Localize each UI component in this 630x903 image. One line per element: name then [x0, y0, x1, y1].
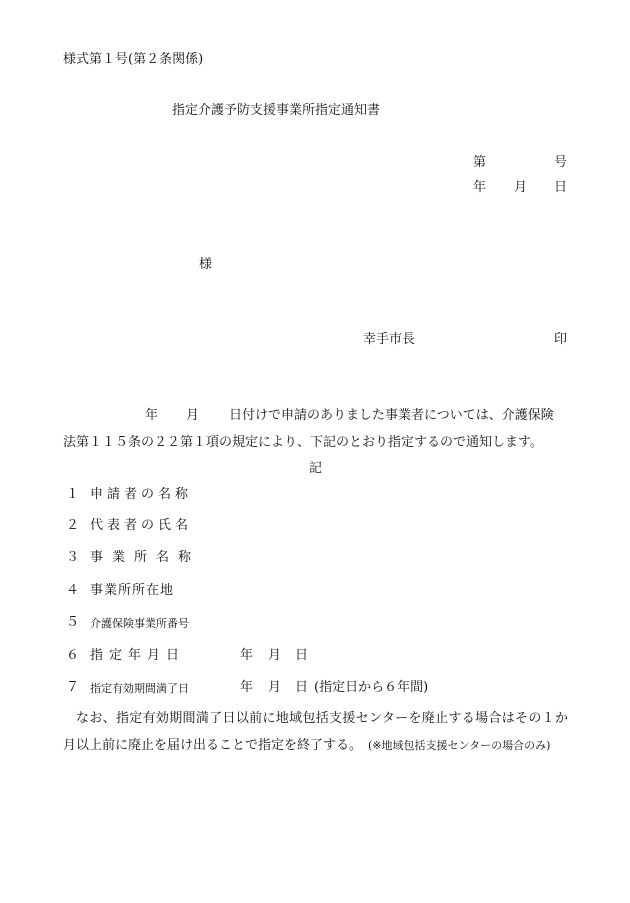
- item-6-label: 指定年月日: [90, 648, 186, 663]
- ref-dai: 第: [473, 155, 487, 170]
- addressee-sama: 様: [199, 257, 213, 272]
- item-4-label: 事業所所在地: [90, 583, 175, 598]
- item-5-number: ５: [66, 615, 80, 630]
- item-6-day: 日: [295, 648, 309, 663]
- body-para-rest: 法第１１５条の２２第１項の規定により、下記のとおり指定するので通知します。: [63, 435, 543, 450]
- body-para-lead: 日付けで申請のありました事業者については、介護保険: [229, 408, 554, 423]
- item-5-label: 介護保険事業所番号: [90, 617, 189, 630]
- item-2-label: 代表者の氏名: [90, 518, 193, 533]
- item-7-month: 月: [268, 680, 282, 695]
- item-7-day: 日: [295, 680, 309, 695]
- date-day: 日: [554, 180, 568, 195]
- item-6-year: 年: [240, 648, 254, 663]
- item-7-note: (指定日から６年間): [314, 680, 429, 695]
- item-6-number: ６: [66, 648, 80, 663]
- item-1-number: １: [66, 487, 80, 502]
- footer-paragraph: [63, 705, 568, 759]
- item-7-label: 指定有効期間満了日: [90, 682, 189, 695]
- body-date-month: 月: [186, 408, 200, 423]
- date-month: 月: [514, 180, 528, 195]
- body-date-year: 年: [145, 408, 159, 423]
- item-7-year: 年: [240, 680, 254, 695]
- issuer-name: 幸手市長: [363, 332, 416, 347]
- date-year: 年: [473, 180, 487, 195]
- ref-go: 号: [554, 155, 568, 170]
- document-title: 指定介護予防支援事業所指定通知書: [172, 103, 381, 118]
- item-3-number: ３: [66, 550, 80, 565]
- ki-heading: 記: [309, 461, 323, 476]
- item-3-label: 事業所名称: [90, 550, 201, 565]
- item-2-number: ２: [66, 518, 80, 533]
- form-number: 様式第１号(第２条関係): [63, 52, 204, 67]
- footer-note: (※地域包括支援センターの場合のみ): [368, 739, 551, 752]
- item-1-label: 申請者の名称: [90, 487, 193, 502]
- seal-mark: 印: [554, 332, 568, 347]
- item-4-number: ４: [66, 583, 80, 598]
- item-6-month: 月: [268, 648, 282, 663]
- item-7-number: ７: [66, 680, 80, 695]
- footer-text: なお、指定有効期間満了日以前に地域包括支援センターを廃止する場合はその１か月以上前に廃止を届け出ることで指定を終了する。: [63, 711, 568, 753]
